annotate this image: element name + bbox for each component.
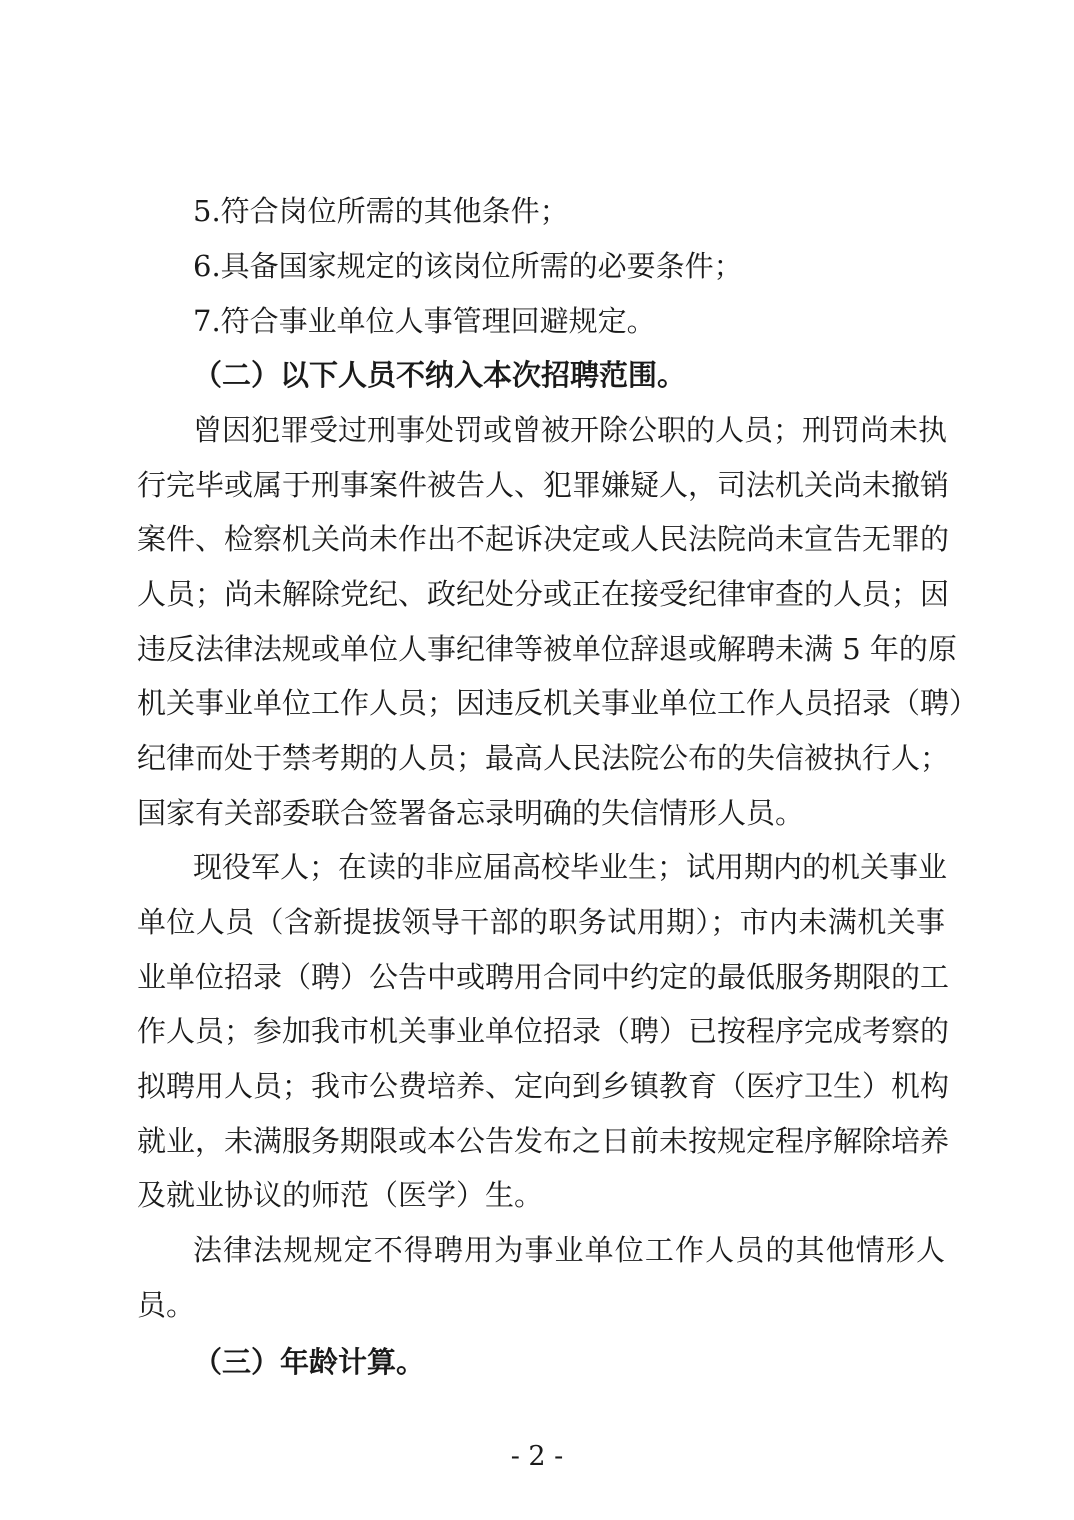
- list-item-6: [0, 241, 1074, 291]
- list-item-5-text: 5.符合岗位所需的其他条件；: [193, 194, 569, 228]
- paragraph-line-text: 就业，未满服务期限或本公告发布之日前未按规定程序解除培养: [137, 1124, 950, 1158]
- paragraph-line: [0, 733, 1074, 783]
- paragraph-line: [0, 624, 1074, 674]
- paragraph-line-text: 曾因犯罪受过刑事处罚或曾被开除公职的人员；刑罚尚未执: [193, 413, 948, 447]
- paragraph-line: [0, 1225, 1074, 1275]
- section-heading-2: [0, 350, 1074, 400]
- list-item-7-text: 7.符合事业单位人事管理回避规定。: [193, 304, 656, 338]
- page-number: - 2 -: [510, 1441, 564, 1472]
- section-heading-3: [0, 1337, 1074, 1387]
- paragraph-line: [0, 897, 1074, 947]
- section-heading-3-text: （三）年龄计算。: [193, 1345, 426, 1379]
- list-item-5: [0, 186, 1074, 236]
- paragraph-line-text: 现役军人；在读的非应届高校毕业生；试用期内的机关事业: [193, 850, 948, 884]
- paragraph-line: [0, 569, 1074, 619]
- paragraph-line-text: 国家有关部委联合签署备忘录明确的失信情形人员。: [137, 796, 805, 830]
- paragraph-line-text: 拟聘用人员；我市公费培养、定向到乡镇教育（医疗卫生）机构: [137, 1069, 950, 1103]
- paragraph-line: [0, 1170, 1074, 1220]
- paragraph-line: [0, 1006, 1074, 1056]
- paragraph-line: [0, 1280, 1074, 1330]
- paragraph-line-text: 法律法规规定不得聘用为事业单位工作人员的其他情形人: [193, 1233, 945, 1267]
- paragraph-line: [0, 1061, 1074, 1111]
- paragraph-line-text: 案件、检察机关尚未作出不起诉决定或人民法院尚未宣告无罪的: [137, 522, 950, 556]
- section-heading-2-text: （二）以下人员不纳入本次招聘范围。: [193, 358, 687, 392]
- list-item-7: [0, 296, 1074, 346]
- paragraph-line: [0, 405, 1074, 455]
- paragraph-line: [0, 460, 1074, 510]
- paragraph-line: [0, 678, 1074, 728]
- paragraph-line: [0, 842, 1074, 892]
- paragraph-line: [0, 1116, 1074, 1166]
- paragraph-line-text: 及就业协议的师范（医学）生。: [137, 1178, 544, 1212]
- paragraph-line: [0, 952, 1074, 1002]
- paragraph-line: [0, 788, 1074, 838]
- paragraph-line: [0, 514, 1074, 564]
- paragraph-line-text: 人员；尚未解除党纪、政纪处分或正在接受纪律审查的人员；因: [137, 577, 950, 611]
- paragraph-line-text: 作人员；参加我市机关事业单位招录（聘）已按程序完成考察的: [137, 1014, 950, 1048]
- paragraph-line-text: 违反法律法规或单位人事纪律等被单位辞退或解聘未满 5 年的原: [137, 632, 957, 666]
- list-item-6-text: 6.具备国家规定的该岗位所需的必要条件；: [193, 249, 743, 283]
- paragraph-line-text: 员。: [137, 1288, 196, 1322]
- paragraph-line-text: 业单位招录（聘）公告中或聘用合同中约定的最低服务期限的工: [137, 960, 950, 994]
- paragraph-line-text: 机关事业单位工作人员；因违反机关事业单位工作人员招录（聘）: [137, 686, 979, 720]
- paragraph-line-text: 行完毕或属于刑事案件被告人、犯罪嫌疑人，司法机关尚未撤销: [137, 468, 950, 502]
- paragraph-line-text: 纪律而处于禁考期的人员；最高人民法院公布的失信被执行人；: [137, 741, 950, 775]
- paragraph-line-text: 单位人员（含新提拔领导干部的职务试用期）；市内未满机关事: [137, 905, 945, 939]
